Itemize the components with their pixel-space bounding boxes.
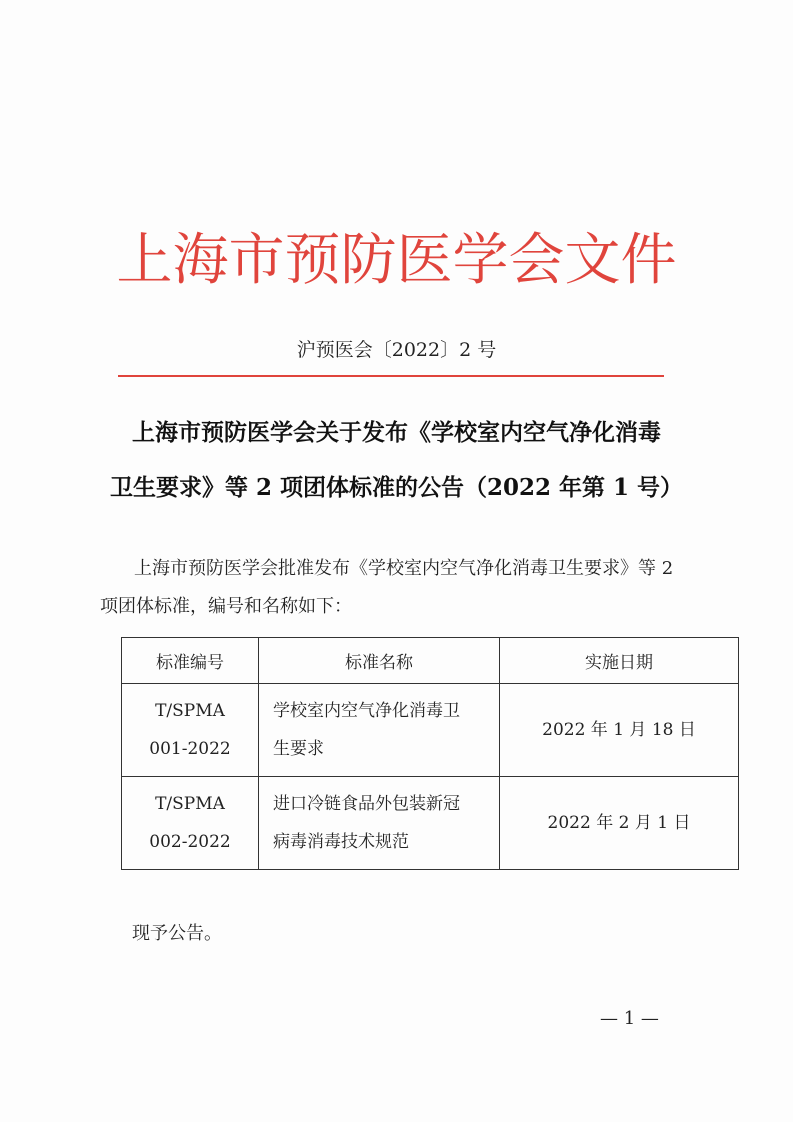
standard-name-cell bbox=[259, 777, 500, 870]
header-standard-name: 标准名称 bbox=[259, 638, 500, 684]
table-header-row bbox=[122, 638, 739, 684]
standard-number-code: 001-2022 bbox=[149, 739, 231, 759]
standard-name-line-2: 病毒消毒技术规范 bbox=[273, 832, 409, 852]
standard-name-line-1: 进口冷链食品外包装新冠 bbox=[273, 794, 460, 814]
red-divider bbox=[118, 375, 664, 377]
notice-title-line-1: 上海市预防医学会关于发布《学校室内空气净化消毒 bbox=[132, 419, 661, 446]
standard-name-line-2: 生要求 bbox=[273, 739, 324, 759]
standard-number-cell bbox=[122, 684, 259, 777]
standard-number-prefix: T/SPMA bbox=[155, 701, 225, 721]
standards-table bbox=[121, 637, 739, 870]
standard-name-line-1: 学校室内空气净化消毒卫 bbox=[273, 701, 460, 721]
notice-title-line-2: 卫生要求》等 2 项团体标准的公告（2022 年第 1 号） bbox=[109, 474, 684, 501]
table-row bbox=[122, 684, 739, 777]
effective-date-cell: 2022 年 1 月 18 日 bbox=[500, 684, 739, 777]
closing-statement: 现予公告。 bbox=[132, 923, 222, 944]
standard-number-code: 002-2022 bbox=[149, 832, 231, 852]
body-paragraph bbox=[100, 550, 710, 626]
header-effective-date: 实施日期 bbox=[500, 638, 739, 684]
table-row bbox=[122, 777, 739, 870]
org-header-title: 上海市预防医学会文件 bbox=[116, 228, 677, 293]
header-standard-number: 标准编号 bbox=[122, 638, 259, 684]
effective-date-cell: 2022 年 2 月 1 日 bbox=[500, 777, 739, 870]
standard-number-cell bbox=[122, 777, 259, 870]
body-line-1: 上海市预防医学会批准发布《学校室内空气净化消毒卫生要求》等 2 bbox=[134, 558, 674, 579]
body-line-2: 项团体标准，编号和名称如下： bbox=[100, 596, 352, 617]
page-number: — 1 — bbox=[600, 1008, 659, 1029]
standard-name-cell bbox=[259, 684, 500, 777]
standard-number-prefix: T/SPMA bbox=[155, 794, 225, 814]
document-number: 沪预医会〔2022〕2 号 bbox=[296, 339, 497, 361]
